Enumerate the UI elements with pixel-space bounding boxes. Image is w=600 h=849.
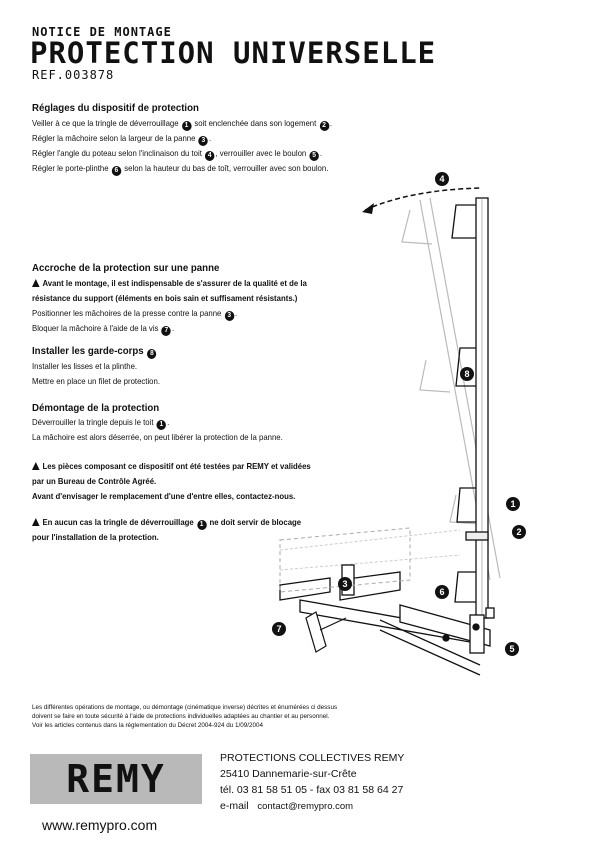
reference-number: REF.003878 <box>32 68 115 82</box>
callout-3: 3 <box>338 577 352 591</box>
logo-text: REMY <box>66 757 166 801</box>
text-line: Positionner les mâchoires de la presse contre la panne 3 . <box>32 309 238 319</box>
number-badge: 5 <box>309 151 319 161</box>
overtitle: NOTICE DE MONTAGE <box>32 25 172 39</box>
text-line: Installer les lisses et la plinthe. <box>32 362 138 371</box>
text: Installer les garde-corps <box>32 345 144 357</box>
callout-1: 1 <box>506 497 520 511</box>
section-title-demontage: Démontage de la protection <box>32 402 160 414</box>
website-link[interactable]: www.remypro.com <box>42 817 158 833</box>
warning-icon <box>32 279 40 287</box>
number-badge: 1 <box>182 121 192 131</box>
email-link[interactable]: contact@remypro.com <box>257 801 354 812</box>
section-garde-corps-body <box>32 359 167 389</box>
text-line: Veiller à ce que la tringle de déverrouillage 1 soit enclenchée dans son logement 2 . <box>32 119 332 129</box>
warning-line: par un Bureau de Contrôle Agréé. <box>32 477 157 486</box>
text: ne doit servir de blocage <box>209 518 302 527</box>
guardrail-ghost <box>280 530 460 570</box>
company-address: 25410 Dannemarie-sur-Crête <box>220 768 357 780</box>
company-email-row <box>220 798 404 815</box>
number-badge: 6 <box>112 166 122 176</box>
number-badge: 7 <box>162 326 172 336</box>
number-badge: 8 <box>147 349 156 359</box>
text: résistance du support (éléments en bois sain et suffisament résistants.) <box>32 294 298 303</box>
text: soit enclenchée dans son logement <box>194 119 317 128</box>
number-badge: 4 <box>205 151 215 161</box>
section-demontage-body <box>32 415 296 445</box>
warning-line: Avant d'envisager le remplacement d'une d'entre elles, contactez-nous. <box>32 492 296 501</box>
text-line: Mettre en place un filet de protection. <box>32 377 160 386</box>
number-badge: 3 <box>199 136 209 146</box>
number-badge: 1 <box>197 520 207 530</box>
text-line: Bloquer la mâchoire à l'aide de la vis 7 . <box>32 324 175 334</box>
text: En aucun cas la tringle de déverrouillage <box>42 518 194 527</box>
callout-6: 6 <box>435 585 449 599</box>
text: selon la hauteur du bas de toît, verrouiller avec son boulon. <box>124 164 329 173</box>
warning-icon <box>32 518 40 526</box>
text: Positionner les mâchoires de la presse contre la panne <box>32 309 222 318</box>
footnote-line: Les différentes opérations de montage, ou démontage (cinématique inverse) décrites et énumérées ci dessus <box>32 704 338 711</box>
company-name: PROTECTIONS COLLECTIVES REMY <box>220 752 405 764</box>
number-badge: 1 <box>157 420 167 430</box>
text: Régler le porte-plinthe <box>32 164 109 173</box>
callout-7: 7 <box>272 622 286 636</box>
page-title: PROTECTION UNIVERSELLE <box>30 36 437 70</box>
footnote <box>32 703 337 730</box>
text: Déverrouiller la tringle depuis le toit <box>32 418 154 427</box>
company-phone: tél. 03 81 58 51 05 - fax 03 81 58 64 27 <box>220 784 404 796</box>
section-title-accroche: Accroche de la protection sur une panne <box>32 262 220 274</box>
callout-5: 5 <box>505 642 519 656</box>
footnote-line: Voir les articles contenus dans la réglementation du Décret 2004-924 du 1/09/2004 <box>32 722 264 729</box>
text: Régler l'angle du poteau selon l'inclinaison du toit <box>32 149 202 158</box>
company-info <box>220 750 404 815</box>
text: , verrouiller avec le boulon <box>215 149 307 158</box>
assembly-diagram <box>260 160 590 680</box>
text-line: La mâchoire est alors déserrée, on peut libérer la protection de la panne. <box>32 433 283 442</box>
text: Régler la mâchoire selon la largeur de la panne <box>32 134 196 143</box>
text: Veiller à ce que la tringle de déverrouillage <box>32 119 179 128</box>
text-line: Régler l'angle du poteau selon l'inclinaison du toit 4 , verrouiller avec le boulon 5 . <box>32 149 322 159</box>
callout-8: 8 <box>460 367 474 381</box>
warning-icon <box>32 462 40 470</box>
section-title-garde-corps <box>32 345 157 359</box>
callout-4: 4 <box>435 172 449 186</box>
number-badge: 2 <box>319 121 329 131</box>
footnote-line: doivent se faire en toute sécurité à l'aide de protections individuelles adaptées au chantier et au personnel. <box>32 713 330 720</box>
rotation-arrow <box>365 188 480 210</box>
text-line: Régler la mâchoire selon la largeur de la panne 3 . <box>32 134 212 144</box>
arrow-head <box>362 203 374 214</box>
text: Avant le montage, il est indispensable de s'assurer de la qualité et de la <box>42 279 307 288</box>
text: Bloquer la mâchoire à l'aide de la vis <box>32 324 159 333</box>
number-badge: 3 <box>224 311 234 321</box>
section-title-reglages: Réglages du dispositif de protection <box>32 102 199 114</box>
company-logo <box>30 754 202 804</box>
warning-line: pour l'installation de la protection. <box>32 533 159 542</box>
text: Les pièces composant ce dispositif ont été testées par REMY et validées <box>42 462 311 471</box>
email-label: e-mail <box>220 800 249 812</box>
callout-2: 2 <box>512 525 526 539</box>
text-line: Déverrouiller la tringle depuis le toit 1 . <box>32 418 170 428</box>
